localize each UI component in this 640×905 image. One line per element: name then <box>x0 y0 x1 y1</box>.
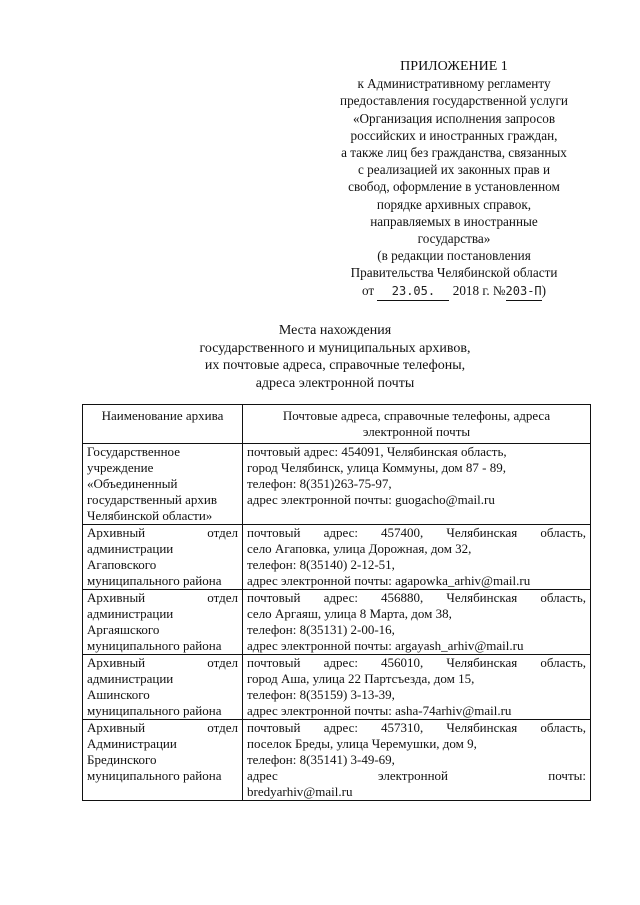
header-line: Правительства Челябинской области <box>350 265 558 281</box>
appendix-header <box>318 58 590 301</box>
header-line: свобод, оформление в установленном <box>348 179 560 195</box>
header-line: предоставления государственной услуги <box>340 93 568 109</box>
header-line: «Организация исполнения запросов <box>352 110 556 126</box>
date-year: 2018 г. № <box>452 282 506 298</box>
header-line: а также лиц без гражданства, связанных <box>341 145 567 161</box>
phone-line: телефон: 8(351)263-75-97, <box>247 476 392 491</box>
header-line: российских и иностранных граждан, <box>350 127 558 143</box>
table-header-row <box>83 405 591 444</box>
header-line: (в редакции постановления <box>377 248 531 264</box>
table-row <box>83 590 591 655</box>
section-title-line: адреса электронной почты <box>255 375 415 391</box>
archive-name-line: Государственное <box>87 444 180 459</box>
archive-name-line: администрации <box>87 606 174 621</box>
archive-name-cell <box>83 720 243 801</box>
postal-address: село Аргаяш, улица 8 Марта, дом 38, <box>247 606 452 621</box>
postal-address: город Челябинск, улица Коммуны, дом 87 - 89, <box>247 460 506 475</box>
archive-name-line: Архивный отдел <box>87 525 238 540</box>
archive-name-cell <box>83 590 243 655</box>
section-title-line: Места нахождения <box>278 323 392 338</box>
date-line <box>318 282 590 301</box>
email-line: адрес электронной почты: agapowka_arhiv@mail.ru <box>247 573 531 588</box>
postal-address: поселок Бреды, улица Черемушки, дом 9, <box>247 736 477 751</box>
archive-name-cell <box>83 444 243 525</box>
archive-name-cell <box>83 655 243 720</box>
archive-name-line: «Объединенный <box>87 476 178 491</box>
section-title <box>150 322 520 392</box>
archive-name-line: Архивный отдел <box>87 590 238 605</box>
table-row <box>83 525 591 590</box>
postal-address: город Аша, улица 22 Партсъезда, дом 15, <box>247 671 475 686</box>
archive-name-line: государственный архив <box>87 492 217 507</box>
section-title-line: их почтовые адреса, справочные телефоны, <box>204 358 466 373</box>
date-suffix: ) <box>541 282 547 298</box>
archive-name-line: Администрации <box>87 736 177 751</box>
email-line: адрес электронной почты: asha-74arhiv@mail.ru <box>247 703 512 718</box>
archive-name-line: Челябинской области» <box>87 508 213 523</box>
email-line: адрес электронной почты: <box>247 768 586 783</box>
phone-line: телефон: 8(35131) 2-00-16, <box>247 622 395 637</box>
header-line: с реализацией их законных прав и <box>357 162 551 178</box>
archive-name-line: администрации <box>87 541 174 556</box>
archive-name-line: Архивный отдел <box>87 655 238 670</box>
postal-address: село Агаповка, улица Дорожная, дом 32, <box>247 541 472 556</box>
email-line: адрес электронной почты: guogacho@mail.ru <box>247 492 495 507</box>
archive-name-line: Брединского <box>87 752 157 767</box>
email-line: bredyarhiv@mail.ru <box>247 784 353 799</box>
archive-name-line: муниципального района <box>87 703 222 718</box>
column-header-contacts: Почтовые адреса, справочные телефоны, адреса электронной почты <box>243 405 591 444</box>
postal-address: почтовый адрес: 457400, Челябинская область, <box>247 525 586 540</box>
archive-contacts-cell <box>243 444 591 525</box>
postal-address: почтовый адрес: 454091, Челябинская область, <box>247 444 507 459</box>
archive-name-line: Агаповского <box>87 557 157 572</box>
header-line: порядке архивных справок, <box>376 196 532 212</box>
archive-name-line: муниципального района <box>87 573 222 588</box>
postal-address: почтовый адрес: 457310, Челябинская область, <box>247 720 586 735</box>
archive-name-cell <box>83 525 243 590</box>
postal-address: почтовый адрес: 456010, Челябинская область, <box>247 655 586 670</box>
header-line: к Административному регламенту <box>357 76 551 92</box>
phone-line: телефон: 8(35141) 3-49-69, <box>247 752 395 767</box>
archive-contacts-cell <box>243 720 591 801</box>
header-line: государства» <box>417 231 491 247</box>
table-row <box>83 655 591 720</box>
email-line: адрес электронной почты: argayash_arhiv@mail.ru <box>247 638 524 653</box>
phone-line: телефон: 8(35140) 2-12-51, <box>247 557 395 572</box>
header-line: направляемых в иностранные <box>370 213 538 229</box>
phone-line: телефон: 8(35159) 3-13-39, <box>247 687 395 702</box>
archive-contacts-cell <box>243 655 591 720</box>
document-number: 203-П <box>506 283 542 301</box>
date-value: 23.05. <box>377 283 449 301</box>
postal-address: почтовый адрес: 456880, Челябинская область, <box>247 590 586 605</box>
archive-name-line: администрации <box>87 671 174 686</box>
archive-contacts-cell <box>243 590 591 655</box>
archive-name-line: Аргаяшского <box>87 622 160 637</box>
archives-table <box>82 404 591 801</box>
archive-name-line: Архивный отдел <box>87 720 238 735</box>
table-row <box>83 720 591 801</box>
column-header-name: Наименование архива <box>83 405 243 444</box>
section-title-line: государственного и муниципальных архивов, <box>199 340 471 356</box>
archive-name-line: учреждение <box>87 460 154 475</box>
archive-name-line: муниципального района <box>87 638 222 653</box>
archive-name-line: муниципального района <box>87 768 222 783</box>
archive-name-line: Ашинского <box>87 687 150 702</box>
date-prefix: от <box>361 282 375 298</box>
table-row <box>83 444 591 525</box>
archive-contacts-cell <box>243 525 591 590</box>
appendix-title: ПРИЛОЖЕНИЕ 1 <box>400 59 508 74</box>
